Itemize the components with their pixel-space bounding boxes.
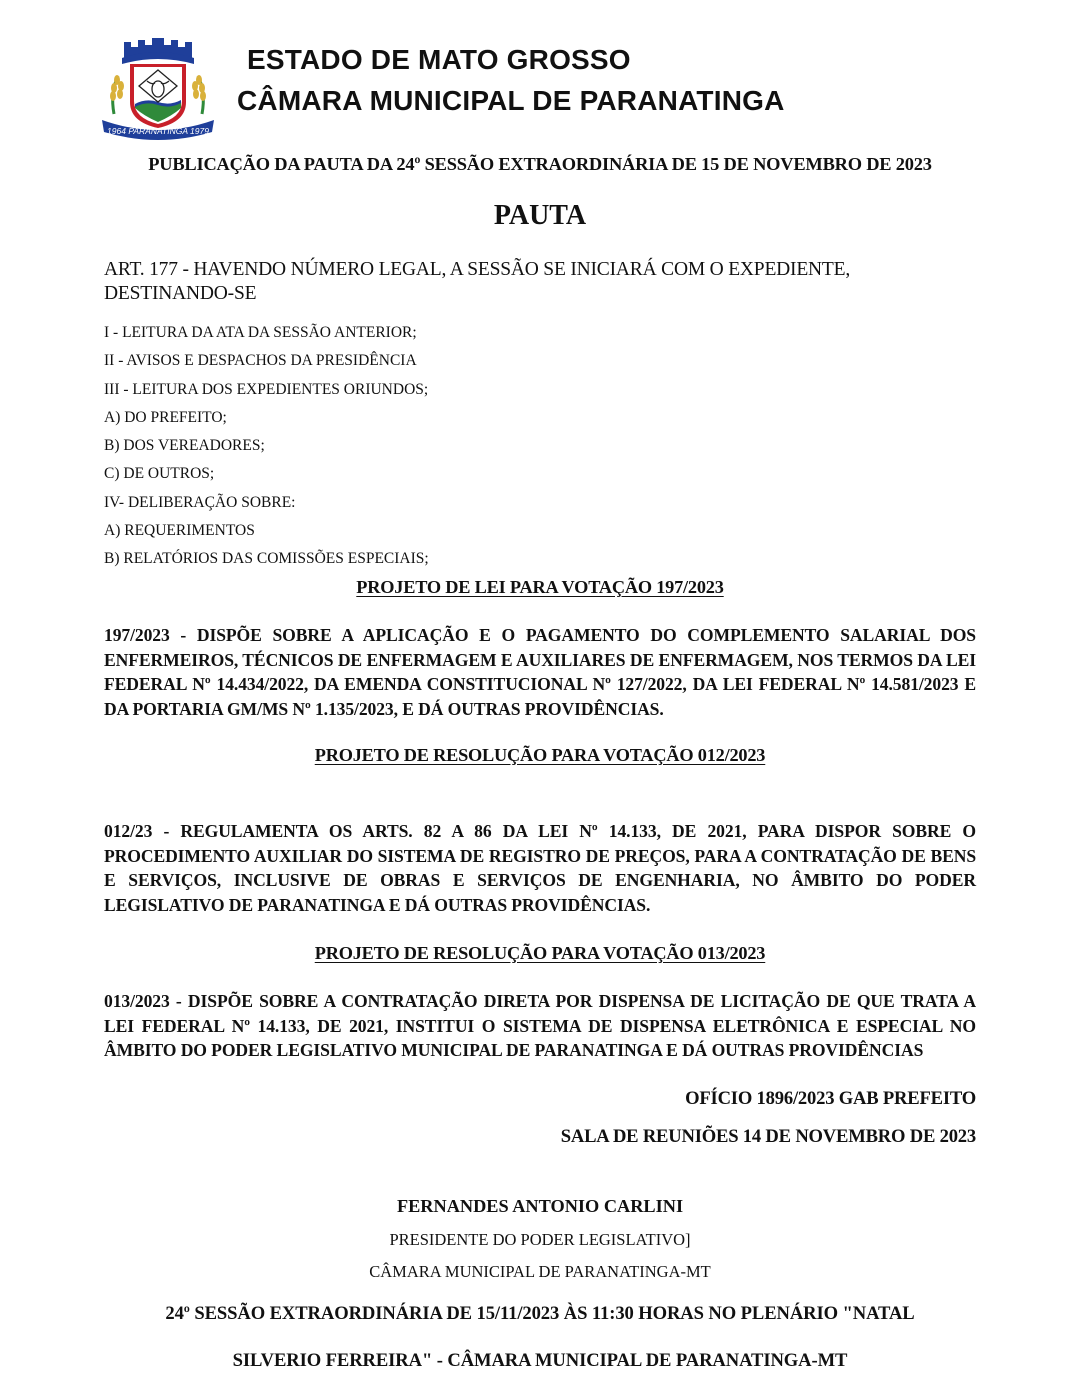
sala-date: SALA DE REUNIÕES 14 DE NOVEMBRO DE 2023: [560, 1126, 976, 1147]
oficio-reference: OFÍCIO 1896/2023 GAB PREFEITO: [685, 1088, 976, 1109]
signatory-role: PRESIDENTE DO PODER LEGISLATIVO]: [389, 1230, 691, 1249]
agenda-item: B) RELATÓRIOS DAS COMISSÕES ESPECIAIS;: [104, 550, 429, 568]
agenda-list: [104, 323, 704, 578]
chamber-title: CÂMARA MUNICIPAL DE PARANATINGA: [237, 85, 785, 116]
pauta-heading: PAUTA: [493, 200, 587, 231]
section-heading-lei-197: PROJETO DE LEI PARA VOTAÇÃO 197/2023: [356, 577, 724, 597]
svg-text:1964 PARANATINGA 1979: 1964 PARANATINGA 1979: [107, 126, 209, 136]
section-body-resolucao-013: 013/2023 - DISPÕE SOBRE A CONTRATAÇÃO DIRETA POR DISPENSA DE LICITAÇÃO DE QUE TRATA A LEI FEDERAL Nº 14.133, DE 2021, INSTITUI O SISTEMA DE DISPENSA ELETRÔNICA E ESPECIAL NO ÂMBITO DO PODER LEGISLATIVO MUNICIPAL DE PARANATINGA E DÁ OUTRAS PROVIDÊNCIAS: [104, 991, 976, 1061]
agenda-item: IV- DELIBERAÇÃO SOBRE:: [104, 493, 296, 511]
footer-line-2: SILVERIO FERREIRA" - CÂMARA MUNICIPAL DE PARANATINGA-MT: [232, 1350, 848, 1371]
art-177-text: ART. 177 - HAVENDO NÚMERO LEGAL, A SESSÃO SE INICIARÁ COM O EXPEDIENTE, DESTINANDO-SE: [104, 259, 851, 304]
agenda-item: C) DE OUTROS;: [104, 465, 215, 483]
section-body-resolucao-012: 012/23 - REGULAMENTA OS ARTS. 82 A 86 DA LEI Nº 14.133, DE 2021, PARA DISPOR SOBRE O PROCEDIMENTO AUXILIAR DO SISTEMA DE REGISTRO DE PREÇOS, PARA A CONTRATAÇÃO DE BENS E SERVIÇOS, INCLUSIVE DE OBRAS E SERVIÇOS DE ENGENHARIA, NO ÂMBITO DO PODER LEGISLATIVO DE PARANATINGA E DÁ OUTRAS PROVIDÊNCIAS.: [104, 821, 976, 916]
agenda-item: A) REQUERIMENTOS: [104, 522, 255, 540]
section-heading-resolucao-012: PROJETO DE RESOLUÇÃO PARA VOTAÇÃO 012/2023: [314, 745, 766, 765]
agenda-item: B) DOS VEREADORES;: [104, 437, 265, 455]
agenda-item: I - LEITURA DA ATA DA SESSÃO ANTERIOR;: [104, 324, 417, 341]
section-body-lei-197: 197/2023 - DISPÕE SOBRE A APLICAÇÃO E O PAGAMENTO DO COMPLEMENTO SALARIAL DOS ENFERMEIROS, TÉCNICOS DE ENFERMAGEM E AUXILIARES DE ENFERMAGEM, NOS TERMOS DA LEI FEDERAL Nº 14.434/2022, DA EMENDA CONSTITUCIONAL Nº 127/2022, DA LEI FEDERAL Nº 14.581/2023 E DA PORTARIA GM/MS Nº 1.135/2023, E DÁ OUTRAS PROVIDÊNCIAS.: [104, 625, 976, 720]
section-heading-resolucao-013: PROJETO DE RESOLUÇÃO PARA VOTAÇÃO 013/2023: [314, 943, 766, 963]
signatory-name: FERNANDES ANTONIO CARLINI: [396, 1196, 684, 1216]
footer-line-1: 24º SESSÃO EXTRAORDINÁRIA DE 15/11/2023 ÀS 11:30 HORAS NO PLENÁRIO "NATAL: [165, 1303, 915, 1324]
publication-title: PUBLICAÇÃO DA PAUTA DA 24º SESSÃO EXTRAORDINÁRIA DE 15 DE NOVEMBRO DE 2023: [148, 154, 932, 174]
coat-of-arms-icon: [100, 36, 216, 140]
agenda-item: II - AVISOS E DESPACHOS DA PRESIDÊNCIA: [104, 352, 417, 370]
agenda-item: A) DO PREFEITO;: [104, 408, 227, 426]
agenda-item: III - LEITURA DOS EXPEDIENTES ORIUNDOS;: [104, 380, 429, 398]
state-title: ESTADO DE MATO GROSSO: [247, 44, 631, 75]
signatory-institution: CÂMARA MUNICIPAL DE PARANATINGA-MT: [369, 1262, 711, 1281]
